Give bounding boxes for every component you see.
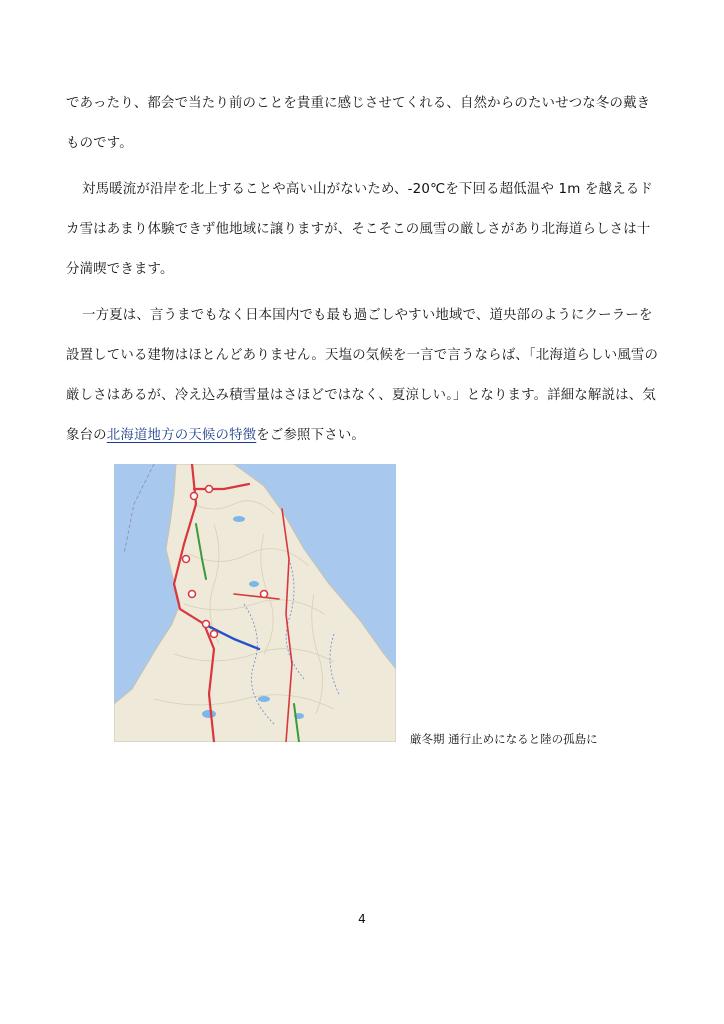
paragraph-3 — [66, 296, 662, 456]
map-caption: 厳冬期 通行止めになると陸の孤島に — [410, 732, 598, 746]
paragraph-2: 対馬暖流が沿岸を北上することや高い山がないため、-20℃を下回る超低温や 1m を越えるドカ雪はあまり体験できず他地域に譲りますが、そこそこの風雪の厳しさがあり北海道らしさは十分満喫できます。 — [66, 182, 653, 277]
paragraph-3-text: 一方夏は、言うまでもなく日本国内でも最も過ごしやすい地域で、道央部のようにクーラーを設置している建物はほとんどありません。天塩の気候を一言で言うならば、「北海道らしい風雪の厳しさはあるが、冷え込み積雪量はさほどではなく、夏涼しい。」となります。詳細な解説は、気象台の — [66, 308, 659, 443]
climate-features-link[interactable]: 北海道地方の天候の特徴 — [106, 428, 257, 443]
page-number: 4 — [358, 912, 366, 926]
map-graphic — [114, 464, 396, 742]
paragraph-3-tail: をご参照下さい。 — [256, 428, 366, 443]
road-map-image — [114, 464, 396, 742]
paragraph-1: であったり、都会で当たり前のことを貴重に感じさせてくれる、自然からのたいせつな冬の戴きものです。 — [66, 96, 651, 151]
